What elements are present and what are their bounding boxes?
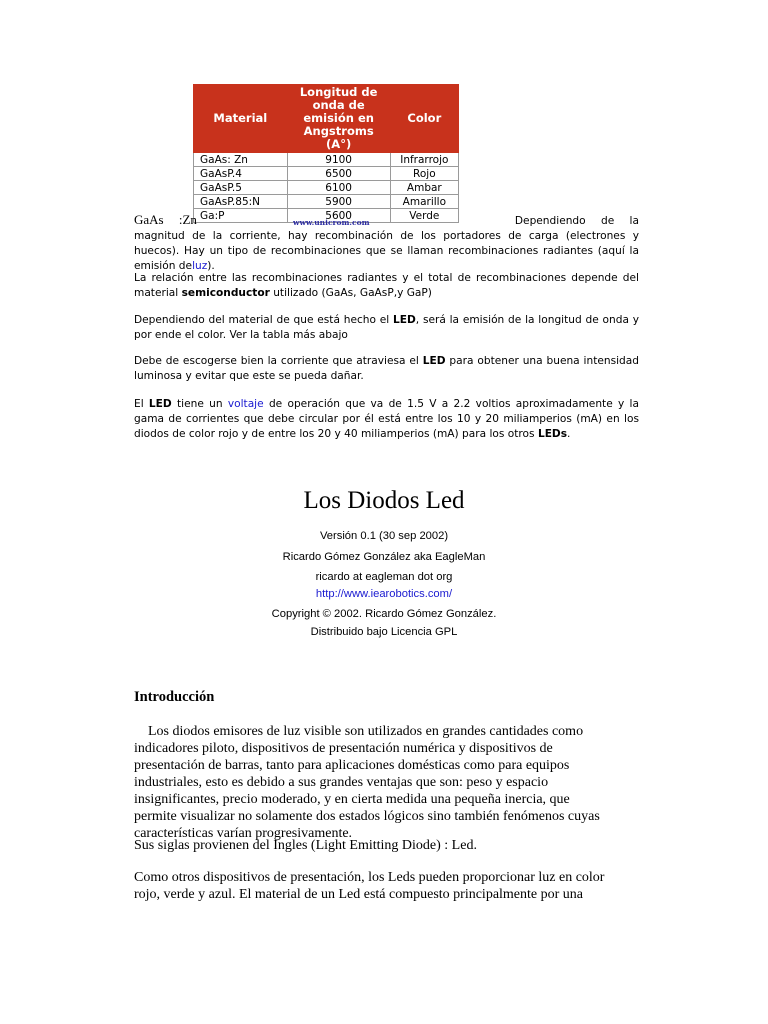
cell-wavelength: 5900 (287, 195, 390, 209)
paragraph-semiconductor: La relación entre las recombinaciones radiantes y el total de recombinaciones depende del material semiconductor utilizado (GaAs, GaAsP,y GaP) (134, 272, 639, 299)
table-row (194, 167, 459, 181)
document-copyright: Copyright © 2002. Ricardo Gómez González. (271, 608, 497, 620)
cell-material: GaAsP.4 (194, 167, 288, 181)
intro-paragraph-3: Como otros dispositivos de presentación, los Leds pueden proporcionar luz en color rojo, verde y azul. El material de un Led está compuesto principalmente por una (134, 870, 605, 902)
emission-table (193, 84, 459, 223)
website-link[interactable]: http://www.iearobotics.com/ (315, 588, 453, 600)
cell-wavelength: 6500 (287, 167, 390, 181)
header-color: Color (390, 85, 458, 153)
paragraph-recombination: GaAs :Zn Dependiendo de la magnitud de la corriente, hay recombinación de los portadores de carga (electrones y huecos). Hay un tipo de recombinaciones que se llaman recombinaciones radiantes (aquí la emisión deluz). (134, 212, 639, 272)
paragraph-current: Debe de escogerse bien la corriente que atraviesa el LED para obtener una buena intensidad luminosa y evitar que este se pueda dañar. (134, 355, 639, 382)
cell-color: Infrarrojo (390, 153, 458, 167)
cell-wavelength: 9100 (287, 153, 390, 167)
image-watermark: www.unicrom.com (293, 218, 370, 227)
header-wavelength: Longitud de onda de emisión en Angstroms (A°) (287, 85, 390, 153)
cell-material: GaAsP.85:N (194, 195, 288, 209)
intro-paragraph-1: Los diodos emisores de luz visible son utilizados en grandes cantidades como indicadores piloto, dispositivos de presentación numérica y dispositivos de presentación de barras, tanto para aplicaciones domésticas como para equipos industriales, esto es debido a sus grandes ventajas que son: peso y espacio insignificantes, precio moderado, y en cierta medida una pequeña inercia, que permite visualizar no solamente dos estados lógicos sino también fenómenos cuyas características varían progresivamente. (134, 724, 600, 841)
cell-color: Rojo (390, 167, 458, 181)
gaas-zn-label: GaAs :Zn (134, 212, 197, 227)
cell-wavelength: 5600 (287, 209, 390, 223)
header-material: Material (194, 85, 288, 153)
paragraph-voltage: El LED tiene un voltaje de operación que va de 1.5 V a 2.2 voltios aproximadamente y la gama de corrientes que debe circular por él está entre los 10 y 20 miliamperios (mA) en los diodos de color rojo y de entre los 20 y 40 miliamperios (mA) para los otros LEDs. (134, 398, 639, 440)
table-row (194, 181, 459, 195)
cell-color: Amarillo (390, 195, 458, 209)
table-header-row (194, 85, 459, 153)
document-title: Los Diodos Led (303, 487, 465, 514)
voltaje-link[interactable]: voltaje (227, 398, 264, 410)
cell-color: Ambar (390, 181, 458, 195)
document-email: ricardo at eagleman dot org (315, 571, 453, 583)
emission-table-container (193, 84, 459, 223)
document-author: Ricardo Gómez González aka EagleMan (282, 551, 486, 563)
document-license: Distribuido bajo Licencia GPL (310, 626, 458, 638)
section-heading-introduccion: Introducción (134, 689, 215, 705)
luz-link[interactable]: luz (192, 260, 208, 272)
cell-color: Verde (390, 209, 458, 223)
table-row (194, 195, 459, 209)
document-version: Versión 0.1 (30 sep 2002) (319, 530, 449, 542)
cell-wavelength: 6100 (287, 181, 390, 195)
cell-material: Ga:P (194, 209, 288, 223)
paragraph-material-color: Dependiendo del material de que está hecho el LED, será la emisión de la longitud de onda y por ende el color. Ver la tabla más abajo (134, 314, 639, 341)
intro-paragraph-2: Sus siglas provienen del Ingles (Light Emitting Diode) : Led. (134, 838, 477, 853)
table-row (194, 153, 459, 167)
cell-material: GaAsP.5 (194, 181, 288, 195)
cell-material: GaAs: Zn (194, 153, 288, 167)
